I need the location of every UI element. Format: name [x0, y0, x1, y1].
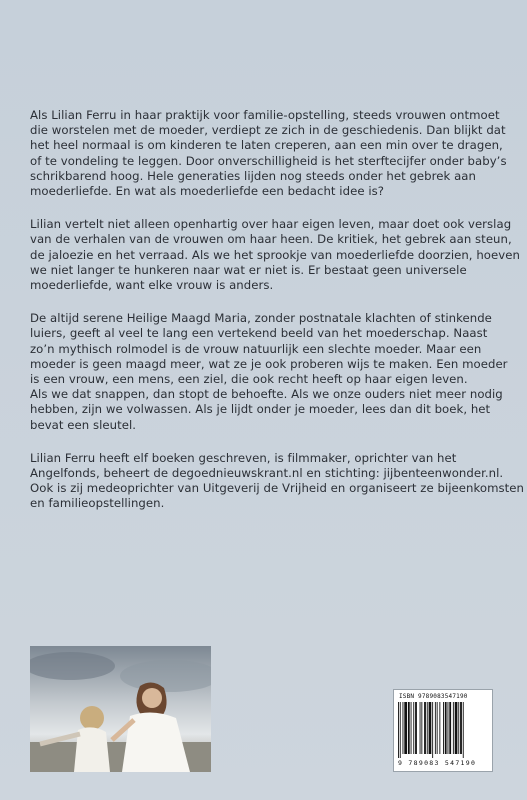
- isbn-barcode: [393, 689, 493, 772]
- blurb-paragraph-3: [30, 311, 508, 433]
- text-line: het heel normaal is om kinderen te laten creperen, aan een min over te dragen,: [30, 138, 503, 153]
- text-line: Als we dat snappen, dan stopt de behoefte. Als we onze ouders niet meer nodig: [30, 387, 503, 402]
- barcode-digits: 9 789083 547190: [398, 759, 477, 767]
- author-photo: [30, 646, 211, 772]
- text-line: De altijd serene Heilige Maagd Maria, zonder postnatale klachten of stinkende: [30, 311, 492, 326]
- text-line: moeder is geen maagd meer, wat ze je ook proberen wijs te maken. Een moeder: [30, 356, 508, 371]
- text-line: bevat een sleutel.: [30, 417, 137, 432]
- text-line: of te vondeling te leggen. Door onverschilligheid is het sterftecijfer onder baby’s: [30, 153, 507, 168]
- text-line: Lilian vertelt niet alleen openhartig over haar eigen leven, maar doet ook verslag: [30, 217, 512, 232]
- isbn-label: ISBN 9789083547190: [399, 693, 468, 700]
- text-line: luiers, geeft al veel te lang een vertekend beeld van het moederschap. Naast: [30, 326, 488, 341]
- back-cover-text: [30, 108, 524, 530]
- text-line: moederliefde. En wat als moederliefde een bedacht idee is?: [30, 184, 385, 199]
- author-photo-illustration: [30, 646, 211, 772]
- barcode-bars: [398, 702, 488, 758]
- author-bio-paragraph: [30, 450, 524, 512]
- text-line: we niet langer te hunkeren naar wat er niet is. Er bestaat geen universele: [30, 262, 467, 277]
- text-line: Als Lilian Ferru in haar praktijk voor familie-opstelling, steeds vrouwen ontmoet: [30, 108, 500, 122]
- text-line: schrikbarend hoog. Hele generaties lijden nog steeds onder het gebrek aan: [30, 168, 476, 183]
- text-line: van de verhalen van de vrouwen om haar heen. De kritiek, het gebrek aan steun,: [30, 232, 512, 247]
- text-line: Angelfonds, beheert de degoednieuwskrant.nl en stichting: jijbenteenwonder.nl.: [30, 466, 504, 481]
- text-line: hebben, zijn we volwassen. Als je lijdt onder je moeder, lees dan dit boek, het: [30, 402, 491, 417]
- blurb-paragraph-2: [30, 217, 520, 293]
- text-line: Lilian Ferru heeft elf boeken geschreven, is filmmaker, oprichter van het: [30, 450, 457, 465]
- text-line: en familieopstellingen.: [30, 496, 165, 511]
- text-line: zo’n mythisch rolmodel is de vrouw natuurlijk een slechte moeder. Maar een: [30, 341, 482, 356]
- text-line: moederliefde, want elke vrouw is anders.: [30, 278, 274, 293]
- text-line: Ook is zij medeoprichter van Uitgeverij de Vrijheid en organiseert ze bijeenkomsten: [30, 481, 524, 496]
- text-line: is een vrouw, een mens, een ziel, die ook recht heeft op haar eigen leven.: [30, 372, 468, 387]
- text-line: de jaloezie en het verraad. Als we het sprookje van moederliefde doorzien, hoeven: [30, 247, 520, 262]
- text-line: die worstelen met de moeder, verdiept ze zich in de geschiedenis. Dan blijkt dat: [30, 123, 506, 138]
- blurb-paragraph-1: [30, 108, 507, 199]
